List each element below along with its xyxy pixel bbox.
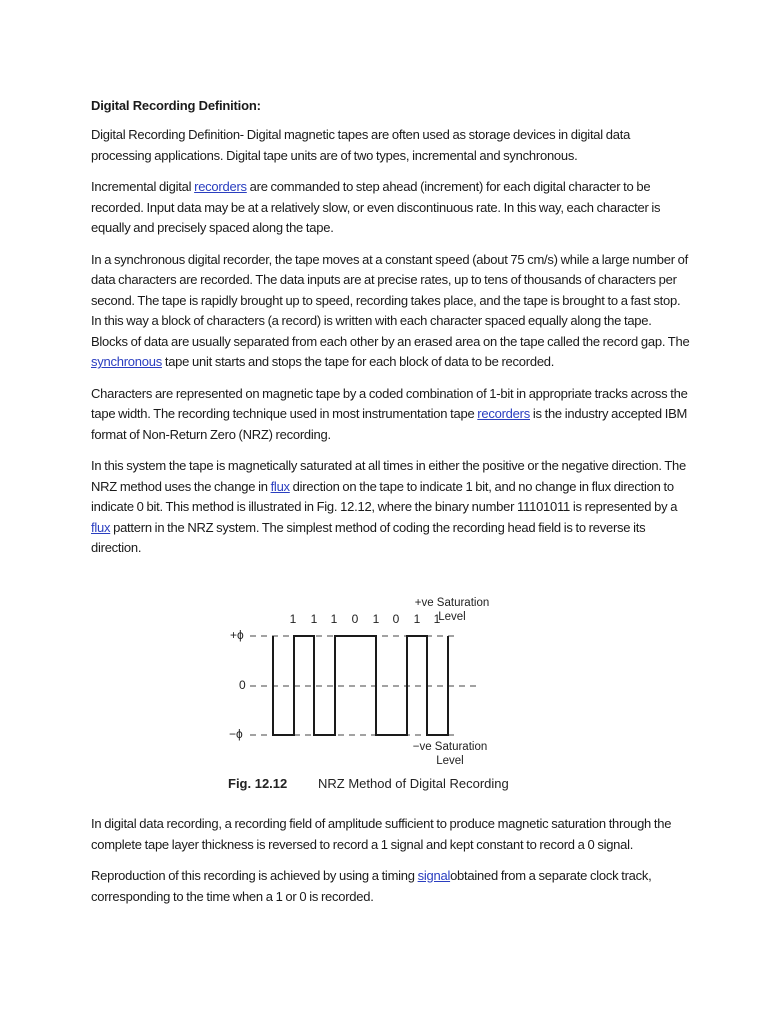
link-synchronous[interactable]: synchronous (91, 354, 162, 369)
label-line: +ve Saturation (414, 597, 490, 609)
paragraph-text: In digital data recording, a recording field of amplitude sufficient to produce magnetic saturation through the complete tape layer thickness is reversed to record a 1 signal and kept constant to record a 0 signal. (91, 816, 672, 852)
figure-caption: NRZ Method of Digital Recording (318, 776, 509, 791)
paragraph-characters (91, 384, 691, 446)
paragraph-text: In a synchronous digital recorder, the tape moves at a constant speed (about 75 cm/s) while a large number of data characters are recorded. The data inputs are at precise rates, up to tens of thousands of characters per second. The tape is rapidly brought up to speed, recording takes place, and the tape is brought to a fast stop. In this way a block of characters (a record) is written with each character spaced equally along the tape. Blocks of data are usually separated from each other by an erased area on the tape called the record gap. The (91, 251, 690, 349)
paragraph-incremental (91, 177, 691, 239)
bit-label: 1 (413, 612, 421, 626)
paragraph-text: Incremental digital (91, 179, 195, 194)
label-line: Level (438, 611, 466, 623)
label-line: Level (436, 755, 464, 767)
link-signal[interactable]: signal (417, 868, 451, 883)
paragraph-text: tape unit starts and stops the tape for each block of data to be recorded. (161, 354, 555, 369)
document-heading: Digital Recording Definition: (91, 98, 261, 113)
negative-saturation-label (400, 740, 500, 768)
link-recorders[interactable]: recorders (194, 179, 247, 194)
paragraph-intro (91, 125, 691, 166)
paragraph-nrz-system (91, 456, 691, 559)
paragraph-text: obtained from a separate clock track, corresponding to the time when a 1 or 0 is recorded. (91, 868, 652, 904)
positive-saturation-label (402, 596, 502, 624)
figure-number: Fig. 12.12 (228, 776, 288, 791)
paragraph-reproduction (91, 866, 691, 907)
bit-label: 0 (351, 612, 359, 626)
link-recorders-2[interactable]: recorders (477, 406, 530, 421)
bit-label: 1 (372, 612, 380, 626)
bit-label: 1 (289, 612, 297, 626)
bit-label: 0 (392, 612, 400, 626)
axis-label-plus-phi: +ϕ (230, 628, 244, 642)
paragraph-text: Reproduction of this recording is achieved by using a timing (91, 868, 418, 883)
paragraph-text: are commanded to step ahead (increment) for each digital character to be recorded. Input data may be at a relatively slow, or even discontinuous rate. In this way, each character is equally and precisely spaced along the tape. (91, 179, 661, 235)
nrz-figure (220, 592, 540, 797)
bit-label: 1 (433, 612, 441, 626)
reference-lines (250, 636, 476, 735)
bit-label: 1 (310, 612, 318, 626)
axis-label-minus-phi: −ϕ (229, 727, 243, 741)
paragraph-text: pattern in the NRZ system. The simplest method of coding the recording head field is to reverse its direction. (91, 519, 646, 555)
axis-label-zero: 0 (239, 678, 246, 692)
paragraph-synchronous (91, 250, 691, 373)
link-flux[interactable]: flux (270, 478, 290, 494)
paragraph-text: Digital Recording Definition- Digital magnetic tapes are often used as storage devices in digital data processing applications. Digital tape units are of two types, incremental and synchronous. (91, 127, 631, 163)
paragraph-saturation-field (91, 814, 691, 855)
label-line: −ve Saturation (412, 741, 488, 753)
link-flux-2[interactable]: flux (91, 519, 111, 535)
paragraph-text: is the industry accepted IBM format of Non-Return Zero (NRZ) recording. (91, 406, 688, 442)
paragraph-text: Characters are represented on magnetic tape by a coded combination of 1-bit in appropriate tracks across the tape width. The recording technique used in most instrumentation tape (91, 385, 688, 421)
bit-label: 1 (330, 612, 338, 626)
paragraph-text: direction on the tape to indicate 1 bit, and no change in flux direction to indicate 0 bit. This method is illustrated in Fig. 12.12, where the binary number 11101011 is represented by a (91, 478, 678, 514)
document-page-continued (91, 814, 691, 918)
document-page (91, 96, 691, 570)
paragraph-text: In this system the tape is magnetically saturated at all times in either the positive or the negative direction. The NRZ method uses the change in (91, 458, 686, 494)
